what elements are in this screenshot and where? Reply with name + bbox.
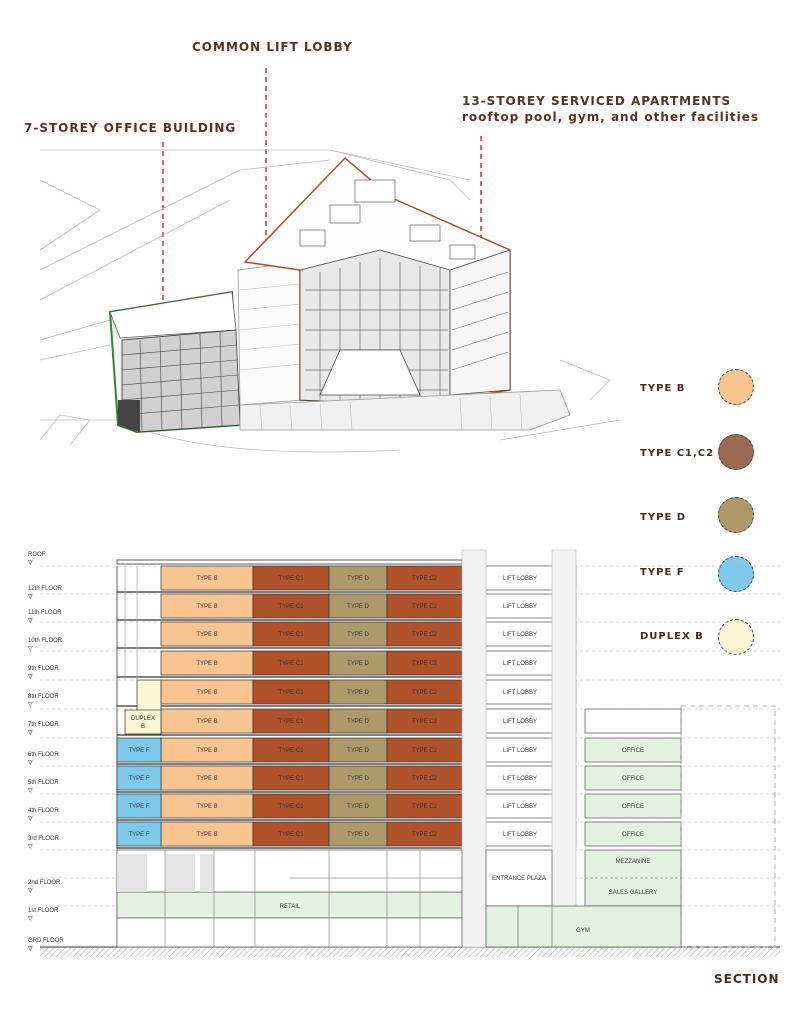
level-marker-icon: ▽ xyxy=(28,888,33,894)
floor-label: 6th FLOOR xyxy=(28,752,59,758)
unit-type-c2-label: TYPE C2 xyxy=(411,632,438,638)
level-marker-icon: ▽ xyxy=(28,844,33,850)
gym xyxy=(486,906,681,947)
unit-type-b-label: TYPE B xyxy=(196,776,218,782)
unit-type-d-label: TYPE D xyxy=(347,604,369,610)
serviced-apartments-sub-label: rooftop pool, gym, and other facilities xyxy=(462,110,760,124)
unit-type-d-label: TYPE D xyxy=(347,719,369,725)
unit-type-c1-label: TYPE C1 xyxy=(278,632,304,638)
office-label: OFFICE xyxy=(622,832,644,838)
floor-label: 12th FLOOR xyxy=(28,586,63,592)
lift-lobby-label: LIFT LOBBY xyxy=(503,776,537,782)
future-office-outline xyxy=(681,706,775,947)
unit-type-b-label: TYPE B xyxy=(196,576,218,582)
unit-type-c1-label: TYPE C1 xyxy=(278,832,304,838)
unit-type-d-label: TYPE D xyxy=(347,776,369,782)
lift-core-right xyxy=(552,550,576,947)
unit-type-c2-label: TYPE C2 xyxy=(411,576,438,582)
unit-type-d-label: TYPE D xyxy=(347,661,369,667)
unit-type-d-label: TYPE D xyxy=(347,690,369,696)
floor-label: 9th FLOOR xyxy=(28,666,59,672)
office-upper xyxy=(585,709,681,733)
office-building-label: 7-STOREY OFFICE BUILDING xyxy=(24,121,237,135)
section-title: SECTION xyxy=(714,972,780,986)
legend-label-type-d: TYPE D xyxy=(640,512,687,523)
lift-lobby-label: LIFT LOBBY xyxy=(503,804,537,810)
unit-type-f-label: TYPE F xyxy=(128,804,150,810)
unit-type-c1-label: TYPE C1 xyxy=(278,719,304,725)
section-drawing xyxy=(0,540,799,980)
retail-label: RETAIL xyxy=(279,904,301,910)
lift-lobby-label: LIFT LOBBY xyxy=(503,576,537,582)
unit-type-d-label: TYPE D xyxy=(347,632,369,638)
level-marker-icon: ▽ xyxy=(28,946,33,952)
level-marker-icon: ▽ xyxy=(28,916,33,922)
unit-type-d-label: TYPE D xyxy=(347,576,369,582)
unit-type-d-label: TYPE D xyxy=(347,748,369,754)
duplex-label-line2: B xyxy=(140,724,146,730)
floor-label: 4th FLOOR xyxy=(28,808,59,814)
unit-type-b-label: TYPE B xyxy=(196,661,218,667)
legend-swatch-type-d xyxy=(718,497,754,533)
unit-type-c2-label: TYPE C2 xyxy=(411,604,438,610)
unit-type-c1-label: TYPE C1 xyxy=(278,776,304,782)
unit-type-b-label: TYPE B xyxy=(196,832,218,838)
unit-type-b-label: TYPE B xyxy=(196,632,218,638)
level-marker-icon: ▽ xyxy=(28,594,33,600)
lift-lobby-label: LIFT LOBBY xyxy=(503,748,537,754)
podium-wall xyxy=(200,854,214,892)
podium-wall xyxy=(165,854,195,892)
unit-type-c1-label: TYPE C1 xyxy=(278,661,304,667)
level-marker-icon: ▽ xyxy=(28,618,33,624)
unit-type-f-label: TYPE F xyxy=(128,832,150,838)
legend-label-type-c: TYPE C1,C2 xyxy=(640,448,715,459)
unit-type-d-label: TYPE D xyxy=(347,832,369,838)
ground-floor xyxy=(117,918,462,947)
legend-label-type-f: TYPE F xyxy=(640,567,685,578)
level-marker-icon: ▽ xyxy=(28,788,33,794)
unit-type-c2-label: TYPE C2 xyxy=(411,832,438,838)
lift-lobby-label: LIFT LOBBY xyxy=(503,719,537,725)
unit-type-b-label: TYPE B xyxy=(196,719,218,725)
unit-type-c2-label: TYPE C2 xyxy=(411,804,438,810)
floor-label: 7th FLOOR xyxy=(28,722,59,728)
level-marker-icon: ▽ xyxy=(28,760,33,766)
unit-type-c2-label: TYPE C2 xyxy=(411,748,438,754)
floor-label: 1st FLOOR xyxy=(28,908,59,914)
floor-label: 3rd FLOOR xyxy=(28,836,60,842)
unit-type-c2-label: TYPE C2 xyxy=(411,719,438,725)
podium-wall xyxy=(117,854,147,892)
floor-label: 2nd FLOOR xyxy=(28,880,61,886)
floor-label: 10th FLOOR xyxy=(28,638,63,644)
level-marker-icon: ▽ xyxy=(28,702,33,708)
level-marker-icon: ▽ xyxy=(28,816,33,822)
office-label: OFFICE xyxy=(622,776,644,782)
unit-type-f-label: TYPE F xyxy=(128,748,150,754)
unit-type-c1-label: TYPE C1 xyxy=(278,804,304,810)
lift-lobby-label: LIFT LOBBY xyxy=(503,832,537,838)
sales-gallery-label: SALES GALLERY xyxy=(608,890,658,896)
roof-slab xyxy=(117,560,462,564)
level-marker-icon: ▽ xyxy=(28,646,33,652)
lift-lobby-label: LIFT LOBBY xyxy=(503,690,537,696)
common-lift-lobby-label: COMMON LIFT LOBBY xyxy=(192,40,353,54)
lift-core-left xyxy=(462,550,486,947)
legend-label-duplex-b: DUPLEX B xyxy=(640,631,704,642)
serviced-apartments-label: 13-STOREY SERVICED APARTMENTS xyxy=(462,94,732,108)
unit-type-c2-label: TYPE C2 xyxy=(411,776,438,782)
lift-lobby-label: LIFT LOBBY xyxy=(503,661,537,667)
unit-type-b-label: TYPE B xyxy=(196,804,218,810)
axonometric-drawing xyxy=(0,0,799,480)
unit-type-c1-label: TYPE C1 xyxy=(278,748,304,754)
legend-label-type-b: TYPE B xyxy=(640,383,686,394)
level-marker-icon: ▽ xyxy=(28,674,33,680)
floor-label: GRD FLOOR xyxy=(28,938,64,944)
entrance-plaza-label: ENTRANCE PLAZA xyxy=(492,876,546,882)
unit-duplex-b-lower xyxy=(125,710,161,734)
floor-label: ROOF xyxy=(28,552,46,558)
level-marker-icon: ▽ xyxy=(28,560,33,566)
unit-type-f-label: TYPE F xyxy=(128,776,150,782)
unit-type-b-label: TYPE B xyxy=(196,604,218,610)
unit-type-c2-label: TYPE C2 xyxy=(411,661,438,667)
floor-label: 8th FLOOR xyxy=(28,694,59,700)
unit-type-c2-label: TYPE C2 xyxy=(411,690,438,696)
lift-lobby-label: LIFT LOBBY xyxy=(503,604,537,610)
unit-type-b-label: TYPE B xyxy=(196,748,218,754)
office-label: OFFICE xyxy=(622,804,644,810)
lift-lobby-label: LIFT LOBBY xyxy=(503,632,537,638)
duplex-label-line1: DUPLEX xyxy=(130,716,156,722)
unit-type-d-label: TYPE D xyxy=(347,804,369,810)
unit-type-c1-label: TYPE C1 xyxy=(278,690,304,696)
level-marker-icon: ▽ xyxy=(28,730,33,736)
legend-swatch-type-c xyxy=(718,434,754,470)
legend-swatch-type-b xyxy=(718,369,754,405)
unit-type-b-label: TYPE B xyxy=(196,690,218,696)
mezzanine-label: MEZZANINE xyxy=(615,859,651,865)
unit-type-c1-label: TYPE C1 xyxy=(278,604,304,610)
floor-label: 5th FLOOR xyxy=(28,780,59,786)
unit-type-c1-label: TYPE C1 xyxy=(278,576,304,582)
gym-label: GYM xyxy=(576,928,590,934)
office-label: OFFICE xyxy=(622,748,644,754)
floor-label: 11th FLOOR xyxy=(28,610,62,616)
